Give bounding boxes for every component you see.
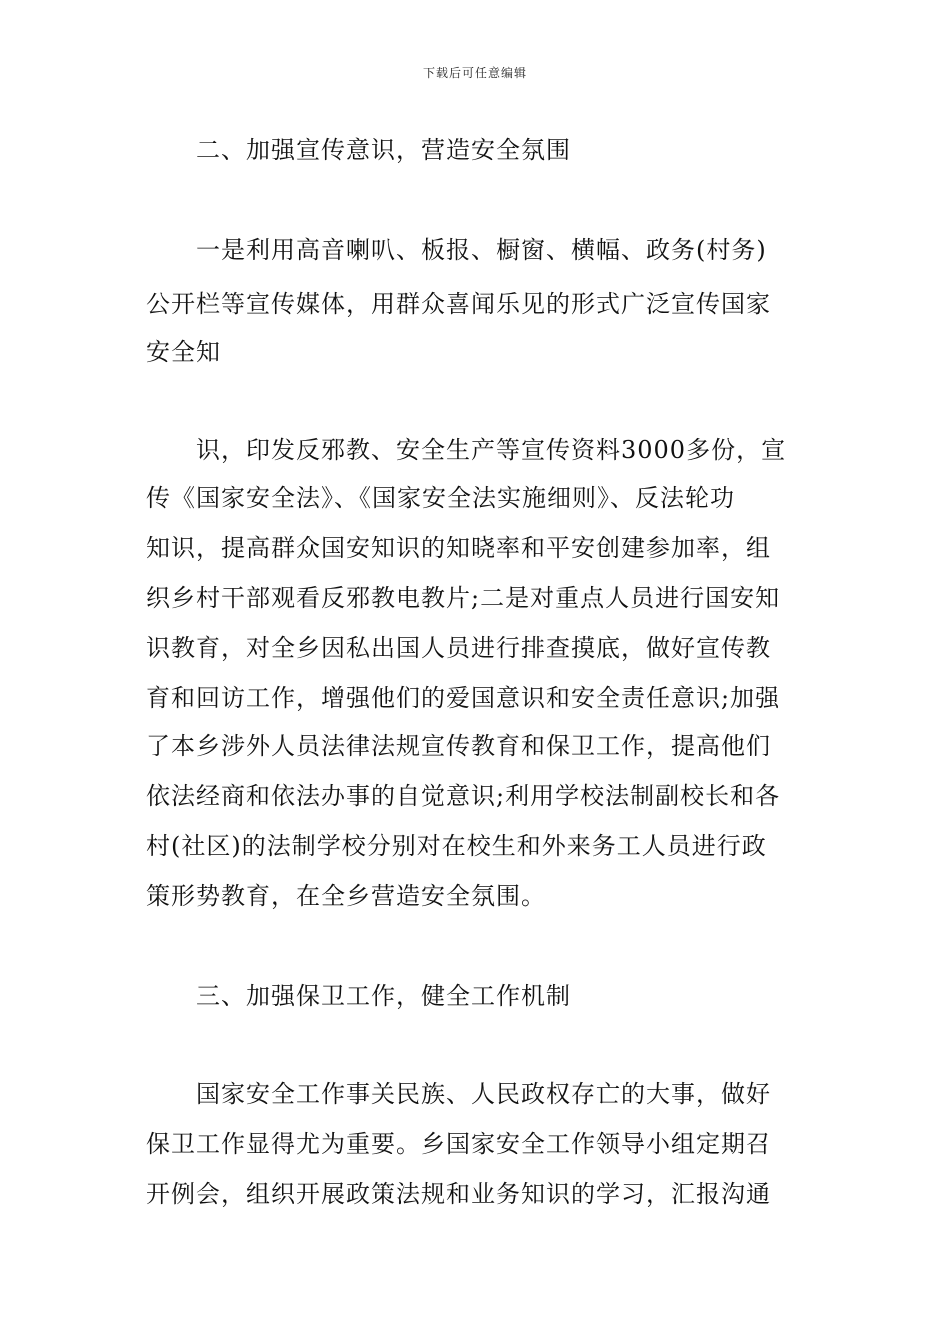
paragraph-3-line-2: 保卫工作显得尤为重要。乡国家安全工作领导小组定期召: [146, 1130, 771, 1158]
paragraph-2-line-4: 织乡村干部观看反邪教电教片;二是对重点人员进行国安知: [146, 584, 781, 612]
paragraph-3-line-3: 开例会，组织开展政策法规和业务知识的学习，汇报沟通: [146, 1180, 771, 1208]
paragraph-2-line-6: 育和回访工作，增强他们的爱国意识和安全责任意识;加强: [146, 684, 781, 712]
paragraph-2-line-8: 依法经商和依法办事的自觉意识;利用学校法制副校长和各: [146, 782, 781, 810]
page-header: 下载后可任意编辑: [422, 66, 527, 80]
paragraph-2-line-7: 了本乡涉外人员法律法规宣传教育和保卫工作，提高他们: [146, 732, 771, 760]
paragraph-1-line-2: 公开栏等宣传媒体，用群众喜闻乐见的形式广泛宣传国家: [146, 290, 771, 318]
section-heading-3: 三、加强保卫工作，健全工作机制: [196, 982, 571, 1010]
section-heading-2: 二、加强宣传意识，营造安全氛围: [196, 136, 571, 164]
paragraph-2-line-1: 识，印发反邪教、安全生产等宣传资料3000多份，宣: [196, 436, 787, 464]
paragraph-3-line-1: 国家安全工作事关民族、人民政权存亡的大事，做好: [196, 1080, 771, 1108]
paragraph-2-line-5: 识教育，对全乡因私出国人员进行排查摸底，做好宣传教: [146, 634, 771, 662]
paragraph-2-line-2: 传《国家安全法》、《国家安全法实施细则》、反法轮功: [146, 484, 735, 512]
paragraph-1-line-3: 安全知: [146, 338, 221, 366]
paragraph-2-line-10: 策形势教育，在全乡营造安全氛围。: [146, 882, 546, 910]
paragraph-1-line-1: 一是利用高音喇叭、板报、橱窗、横幅、政务(村务): [196, 236, 767, 264]
paragraph-2-line-9: 村(社区)的法制学校分别对在校生和外来务工人员进行政: [146, 832, 767, 860]
paragraph-2-line-3: 知识，提高群众国安知识的知晓率和平安创建参加率，组: [146, 534, 771, 562]
